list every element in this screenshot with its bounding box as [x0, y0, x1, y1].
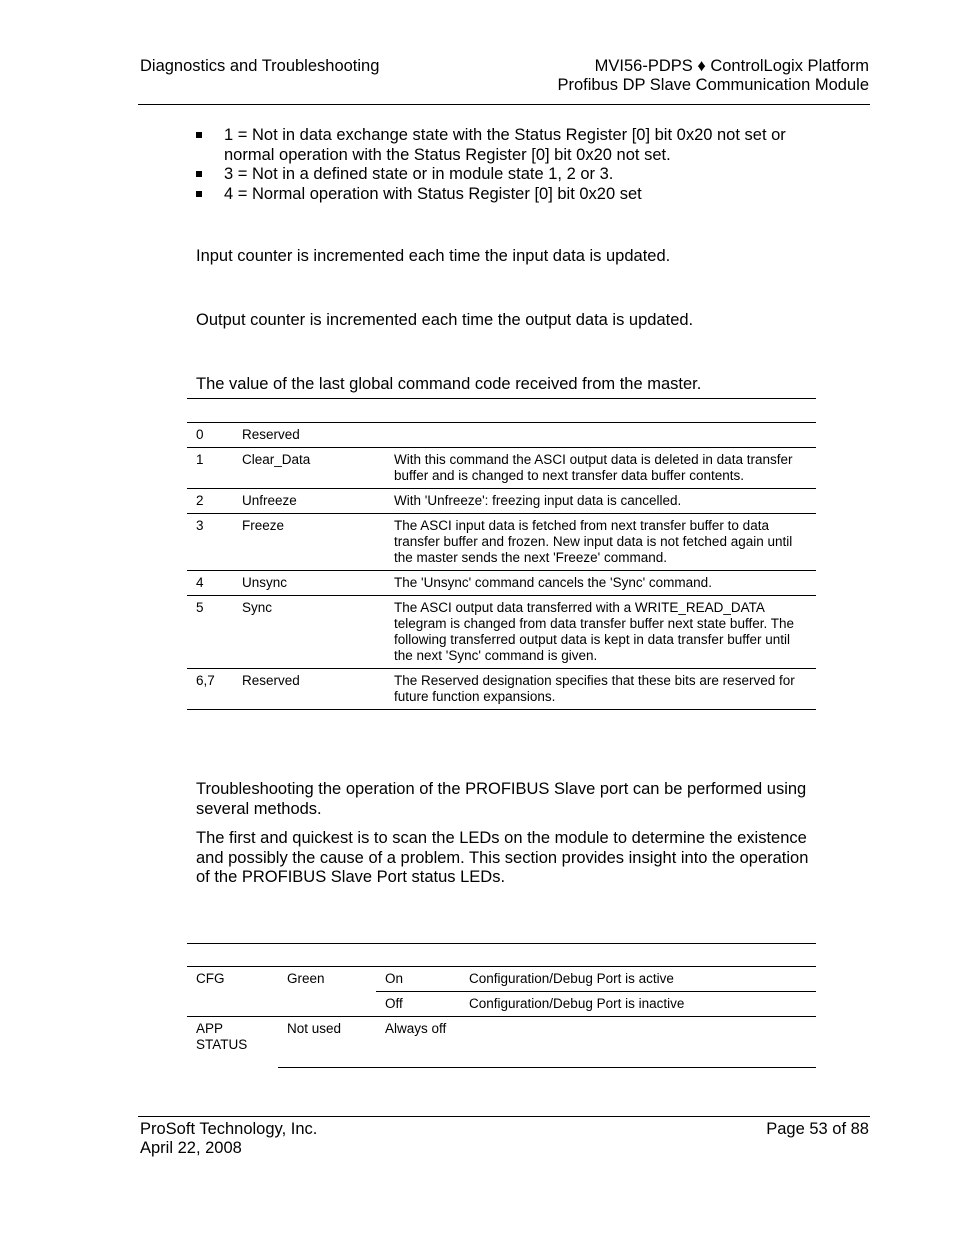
list-item: 1 = Not in data exchange state with the Status Register [0] bit 0x20 not set or normal operation with the Status Register [0] bit 0x20 not set.	[196, 126, 836, 165]
description-cell: The ASCI input data is fetched from next transfer buffer to data transfer buffer and frozen. New input data is not fetched again until the master sends the next 'Freeze' command.	[385, 514, 816, 571]
description-cell: With 'Unfreeze': freezing input data is cancelled.	[385, 489, 816, 514]
footer-date: April 22, 2008	[140, 1139, 242, 1157]
description-cell: The 'Unsync' command cancels the 'Sync' command.	[385, 571, 816, 596]
led-name-cell: APP STATUS	[196, 1021, 248, 1052]
led-color-cell: Not used	[278, 1017, 376, 1068]
table-row	[187, 448, 816, 489]
description-cell: With this command the ASCI output data is deleted in data transfer buffer and is changed to next transfer data buffer contents.	[385, 448, 816, 489]
table-row	[187, 1017, 816, 1068]
bit-cell: 5	[187, 596, 233, 669]
led-description-cell: Configuration/Debug Port is active	[460, 967, 816, 992]
table-row	[187, 571, 816, 596]
table-row	[187, 669, 816, 710]
status-bullet-list	[196, 126, 836, 204]
list-item: 4 = Normal operation with Status Register [0] bit 0x20 set	[196, 185, 836, 205]
header-right-line1: MVI56-PDPS ♦ ControlLogix Platform	[594, 57, 869, 75]
bit-cell: 4	[187, 571, 233, 596]
command-cell: Unfreeze	[233, 489, 385, 514]
table-row	[187, 489, 816, 514]
table-row	[187, 596, 816, 669]
led-state-cell: Off	[376, 992, 460, 1017]
square-bullet-icon	[196, 191, 202, 197]
led-name-cell	[187, 992, 278, 1017]
table-row	[187, 514, 816, 571]
global-command-text: The value of the last global command code received from the master.	[196, 375, 702, 393]
footer-page-number: Page 53 of 88	[766, 1120, 869, 1138]
list-item: 3 = Not in a defined state or in module state 1, 2 or 3.	[196, 165, 836, 185]
global-command-table	[187, 423, 816, 710]
bit-cell: 0	[187, 423, 233, 448]
header-right-line2: Profibus DP Slave Communication Module	[557, 76, 869, 94]
description-cell: The ASCI output data transferred with a WRITE_READ_DATA telegram is changed from data transfer buffer next state buffer. The following transferred output data is kept in data transfer buffer until the next 'Sync' command is given.	[385, 596, 816, 669]
command-cell: Reserved	[233, 669, 385, 710]
command-table-top-rule	[187, 398, 816, 399]
header-rule	[138, 104, 870, 105]
led-name-cell: CFG	[196, 971, 225, 986]
led-status-table	[187, 967, 816, 1068]
troubleshooting-intro: Troubleshooting the operation of the PROFIBUS Slave port can be performed using several methods.	[196, 780, 807, 818]
command-cell: Clear_Data	[233, 448, 385, 489]
header-right	[557, 57, 869, 95]
output-counter-text: Output counter is incremented each time the output data is updated.	[196, 311, 694, 329]
input-counter-text: Input counter is incremented each time the input data is updated.	[196, 247, 671, 265]
table-row	[187, 423, 816, 448]
footer-company: ProSoft Technology, Inc.	[140, 1120, 318, 1138]
square-bullet-icon	[196, 132, 202, 138]
troubleshooting-leds: The first and quickest is to scan the LEDs on the module to determine the existence and possibly the cause of a problem. This section provides insight into the operation of the PROFIBUS Slave Port status LEDs.	[196, 829, 809, 886]
command-cell: Reserved	[233, 423, 385, 448]
led-color-cell	[278, 992, 376, 1017]
table-row	[187, 967, 816, 992]
led-color-cell: Green	[287, 971, 325, 986]
bit-cell: 3	[187, 514, 233, 571]
led-state-cell: Always off	[376, 1017, 460, 1068]
square-bullet-icon	[196, 171, 202, 177]
table-row	[187, 992, 816, 1017]
command-cell: Unsync	[233, 571, 385, 596]
description-cell: The Reserved designation specifies that these bits are reserved for future function expansions.	[385, 669, 816, 710]
command-cell: Sync	[233, 596, 385, 669]
bit-cell: 6,7	[187, 669, 233, 710]
description-cell	[385, 423, 816, 448]
led-description-cell	[460, 1017, 816, 1068]
command-cell: Freeze	[233, 514, 385, 571]
led-description-cell: Configuration/Debug Port is inactive	[460, 992, 816, 1017]
footer-left	[140, 1120, 317, 1158]
led-table-top-rule	[187, 943, 816, 944]
header-left: Diagnostics and Troubleshooting	[140, 57, 380, 75]
led-state-cell: On	[376, 967, 460, 992]
bit-cell: 1	[187, 448, 233, 489]
bit-cell: 2	[187, 489, 233, 514]
footer-rule	[138, 1116, 870, 1117]
